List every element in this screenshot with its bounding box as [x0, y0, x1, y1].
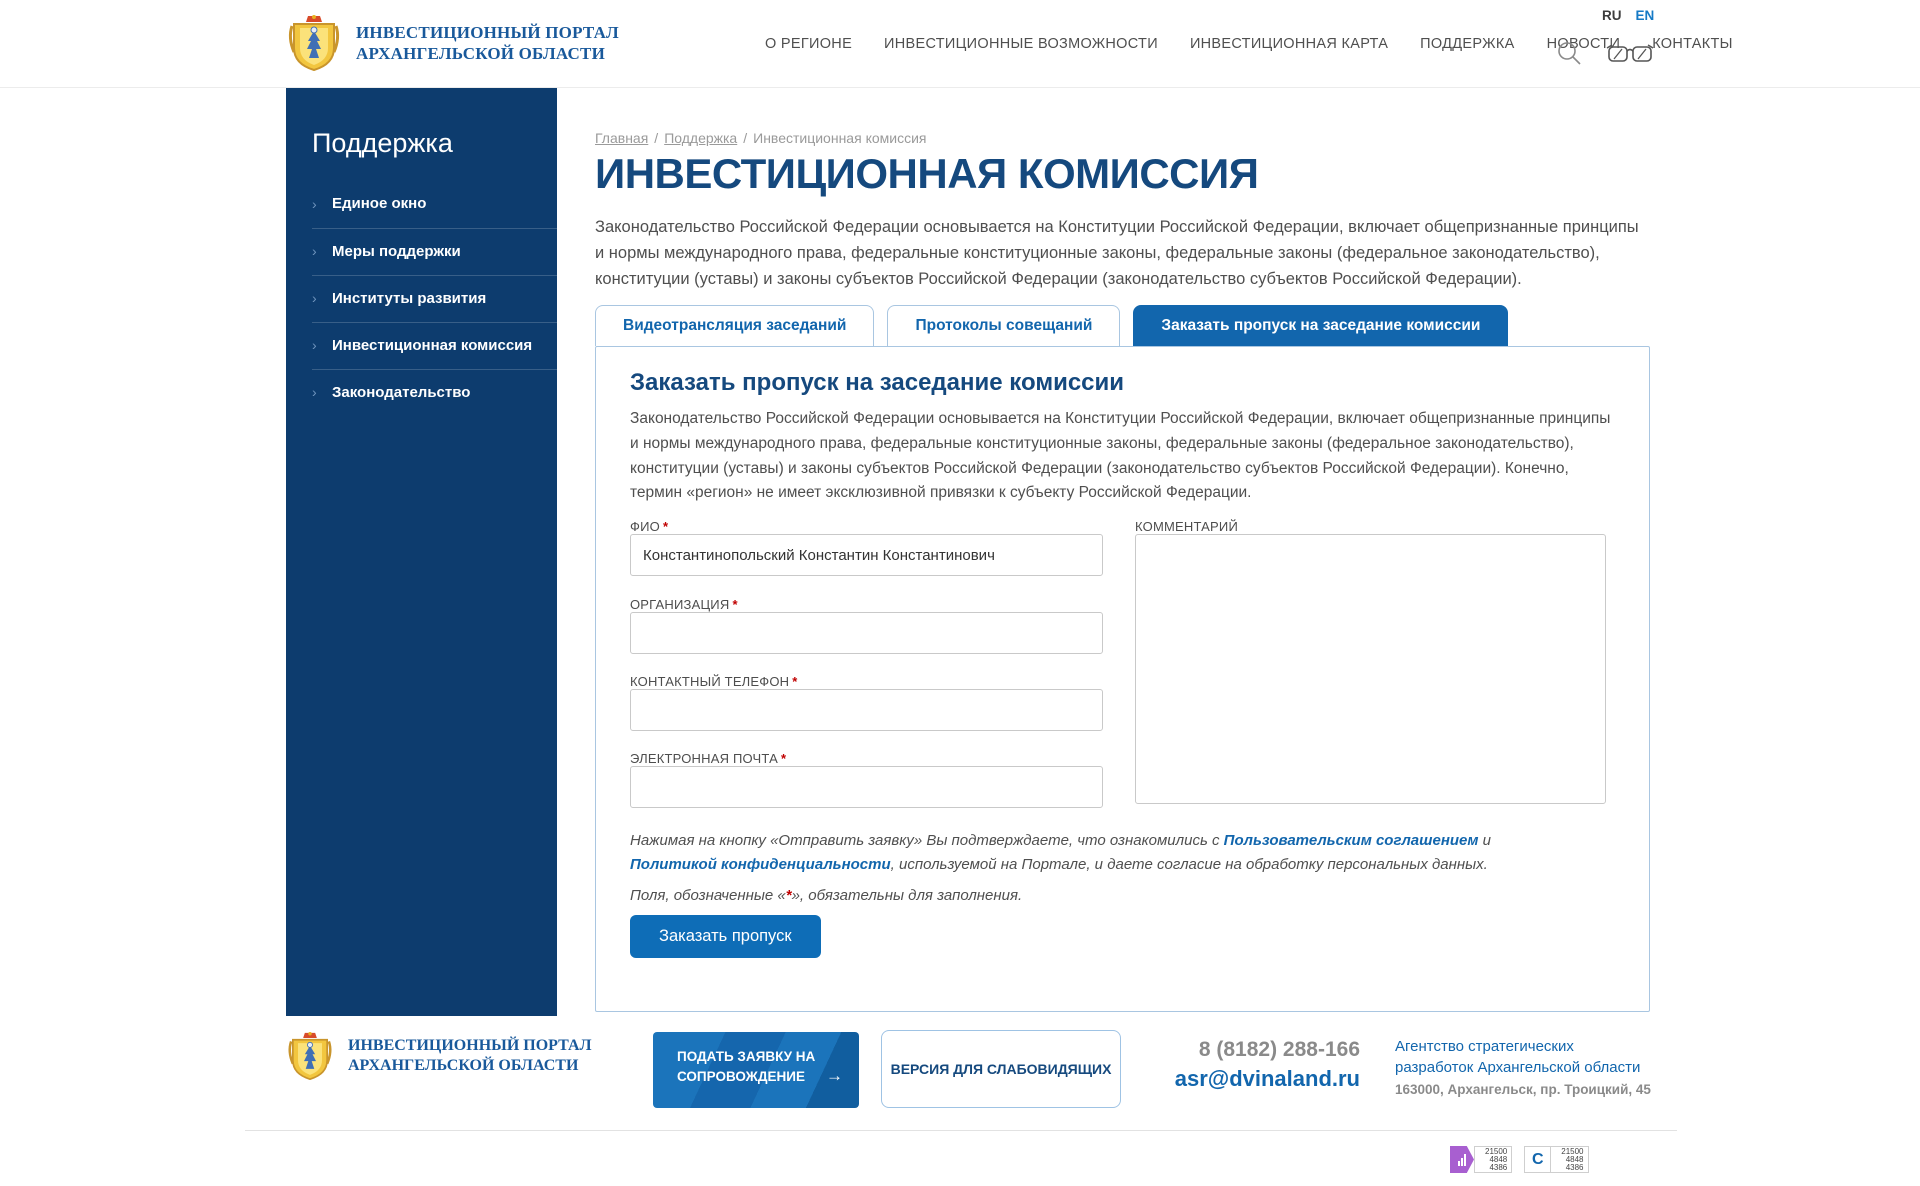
- required-fields-note: Поля, обозначенные «*», обязательны для заполнения.: [630, 887, 1023, 904]
- comment-field[interactable]: [1135, 534, 1606, 804]
- counter-badge-2[interactable]: C 21500 4848 4386: [1524, 1146, 1588, 1173]
- lang-ru[interactable]: RU: [1602, 8, 1622, 23]
- coat-of-arms-icon: [286, 1030, 334, 1082]
- fio-label: ФИО *: [630, 519, 669, 534]
- chevron-right-icon: ›: [312, 337, 317, 354]
- required-asterisk: *: [792, 674, 798, 689]
- tab-order-pass[interactable]: Заказать пропуск на заседание комиссии: [1133, 305, 1508, 346]
- chevron-right-icon: ›: [312, 384, 317, 401]
- breadcrumb: [595, 130, 926, 146]
- required-asterisk: *: [732, 597, 738, 612]
- panel-description: Законодательство Российской Федерации основывается на Конституции Российской Федерации, включает общепризнанные принципы и нормы международного права, федеральные конституционные законы, федеральные законы (федеральное законодательство), конституции (уставы) и законы субъектов Российской Федерации (законодательство субъектов Российской Федерации). Конечно, термин «регион» не имеет эксклюзивной привязки к субъекту Российской Федерации.: [630, 410, 1611, 502]
- breadcrumb-home[interactable]: Главная: [595, 130, 649, 146]
- chevron-right-icon: ›: [312, 195, 317, 212]
- arrow-right-icon: →: [826, 1066, 843, 1085]
- nav-support[interactable]: ПОДДЕРЖКА: [1420, 36, 1515, 52]
- nav-news[interactable]: НОВОСТИ: [1546, 36, 1621, 52]
- language-switcher: [1602, 8, 1654, 23]
- chevron-right-icon: ›: [312, 243, 317, 260]
- sidebar-item-legislation[interactable]: [312, 369, 557, 416]
- tab-panel: [595, 346, 1650, 1012]
- breadcrumb-separator: /: [654, 130, 659, 146]
- bar-chart-counter-icon: [1450, 1146, 1474, 1173]
- privacy-policy-link[interactable]: Политикой конфиденциальности: [630, 856, 891, 873]
- phone-label: КОНТАКТНЫЙ ТЕЛЕФОН *: [630, 674, 798, 689]
- footer-phone: 8 (8182) 288-166: [1198, 1038, 1360, 1061]
- footer-address: 163000, Архангельск, пр. Троицкий, 45: [1395, 1082, 1651, 1097]
- footer-divider: [245, 1130, 1677, 1131]
- footer-email[interactable]: asr@dvinaland.ru: [1174, 1066, 1360, 1091]
- tabs: [595, 305, 1508, 346]
- footer: [0, 1016, 1920, 1186]
- apply-button-line1: ПОДАТЬ ЗАЯВКУ НА: [677, 1049, 816, 1064]
- submit-application-button[interactable]: [653, 1032, 859, 1108]
- nav-invest-map[interactable]: ИНВЕСТИЦИОННАЯ КАРТА: [1189, 36, 1389, 52]
- phone-field[interactable]: [630, 689, 1103, 731]
- chevron-right-icon: ›: [312, 290, 317, 307]
- sidebar-item-development-institutes[interactable]: [312, 275, 557, 322]
- apply-button-line2: СОПРОВОЖДЕНИЕ: [677, 1068, 805, 1084]
- footer-agency[interactable]: Агентство стратегических разработок Архангельской области: [1395, 1038, 1641, 1076]
- user-agreement-link[interactable]: Пользовательским соглашением: [1223, 832, 1479, 849]
- consent-disclaimer: Нажимая на кнопку «Отправить заявку» Вы подтверждаете, что ознакомились с Пользовательским соглашением и Политикой конфиденциальности, используемой на Портале, и даете согласие на обработку персональных данных.: [630, 832, 1491, 873]
- tab-meeting-protocols[interactable]: Протоколы совещаний: [887, 305, 1120, 346]
- email-label: ЭЛЕКТРОННАЯ ПОЧТА *: [630, 751, 787, 766]
- site-title: ИНВЕСТИЦИОННЫЙ ПОРТАЛ АРХАНГЕЛЬСКОЙ ОБЛАСТИ: [356, 23, 619, 63]
- nav-invest-opportunities[interactable]: ИНВЕСТИЦИОННЫЕ ВОЗМОЖНОСТИ: [884, 36, 1158, 52]
- sidebar-support: [286, 88, 557, 1016]
- sidebar-item-support-measures[interactable]: [312, 228, 557, 275]
- page-title: ИНВЕСТИЦИОННАЯ КОМИССИЯ: [595, 150, 1259, 197]
- sidebar-item-label: Законодательство: [332, 383, 471, 401]
- required-asterisk: *: [662, 519, 669, 534]
- sidebar-item-single-window[interactable]: [286, 181, 557, 228]
- c-logo-counter-icon: C: [1524, 1146, 1550, 1173]
- nav-region[interactable]: О РЕГИОНЕ: [765, 36, 853, 52]
- sidebar-item-label: Инвестиционная комиссия: [332, 336, 533, 354]
- breadcrumb-support[interactable]: Поддержка: [664, 130, 738, 146]
- required-asterisk: *: [785, 887, 792, 904]
- comment-label: КОММЕНТАРИЙ: [1135, 519, 1238, 534]
- counter-badge-1[interactable]: 21500 4848 4386: [1450, 1146, 1512, 1173]
- organization-field[interactable]: [630, 612, 1103, 654]
- search-icon[interactable]: [1556, 40, 1584, 68]
- tab-video-broadcast[interactable]: Видеотрансляция заседаний: [595, 305, 874, 346]
- nav-contacts[interactable]: КОНТАКТЫ: [1652, 36, 1733, 52]
- lang-en[interactable]: EN: [1635, 8, 1655, 23]
- sidebar-item-label: Институты развития: [332, 289, 487, 307]
- email-field[interactable]: [630, 766, 1103, 808]
- required-asterisk: *: [781, 751, 787, 766]
- visually-impaired-version-button[interactable]: ВЕРСИЯ ДЛЯ СЛАБОВИДЯЩИХ: [881, 1030, 1121, 1108]
- sidebar-item-investment-commission[interactable]: [312, 322, 557, 369]
- footer-site-title: ИНВЕСТИЦИОННЫЙ ПОРТАЛ АРХАНГЕЛЬСКОЙ ОБЛАСТИ: [348, 1037, 592, 1074]
- organization-label: ОРГАНИЗАЦИЯ *: [630, 597, 738, 612]
- footer-logo[interactable]: [286, 1030, 592, 1082]
- breadcrumb-current: Инвестиционная комиссия: [753, 130, 927, 146]
- order-pass-button[interactable]: Заказать пропуск: [630, 915, 821, 958]
- coat-of-arms-icon: [286, 14, 342, 72]
- accessibility-glasses-icon[interactable]: [1604, 42, 1656, 66]
- sidebar-item-label: Меры поддержки: [332, 242, 461, 260]
- visit-counters: [1450, 1146, 1589, 1173]
- sidebar-title: Поддержка: [312, 128, 453, 158]
- header: [0, 0, 1920, 88]
- breadcrumb-separator: /: [743, 130, 748, 146]
- header-logo[interactable]: [286, 14, 619, 72]
- page-intro: Законодательство Российской Федерации основывается на Конституции Российской Федерации, включает общепризнанные принципы и нормы международного права, федеральные конституционные законы, федеральные законы (федеральное законодательство), конституции (уставы) и законы субъектов Российской Федерации (законодательство субъектов Российской Федерации).: [595, 218, 1639, 289]
- panel-heading: Заказать пропуск на заседание комиссии: [630, 369, 1125, 396]
- fio-field[interactable]: [630, 534, 1103, 576]
- sidebar-item-label: Единое окно: [332, 195, 427, 213]
- main-nav: [765, 0, 1733, 88]
